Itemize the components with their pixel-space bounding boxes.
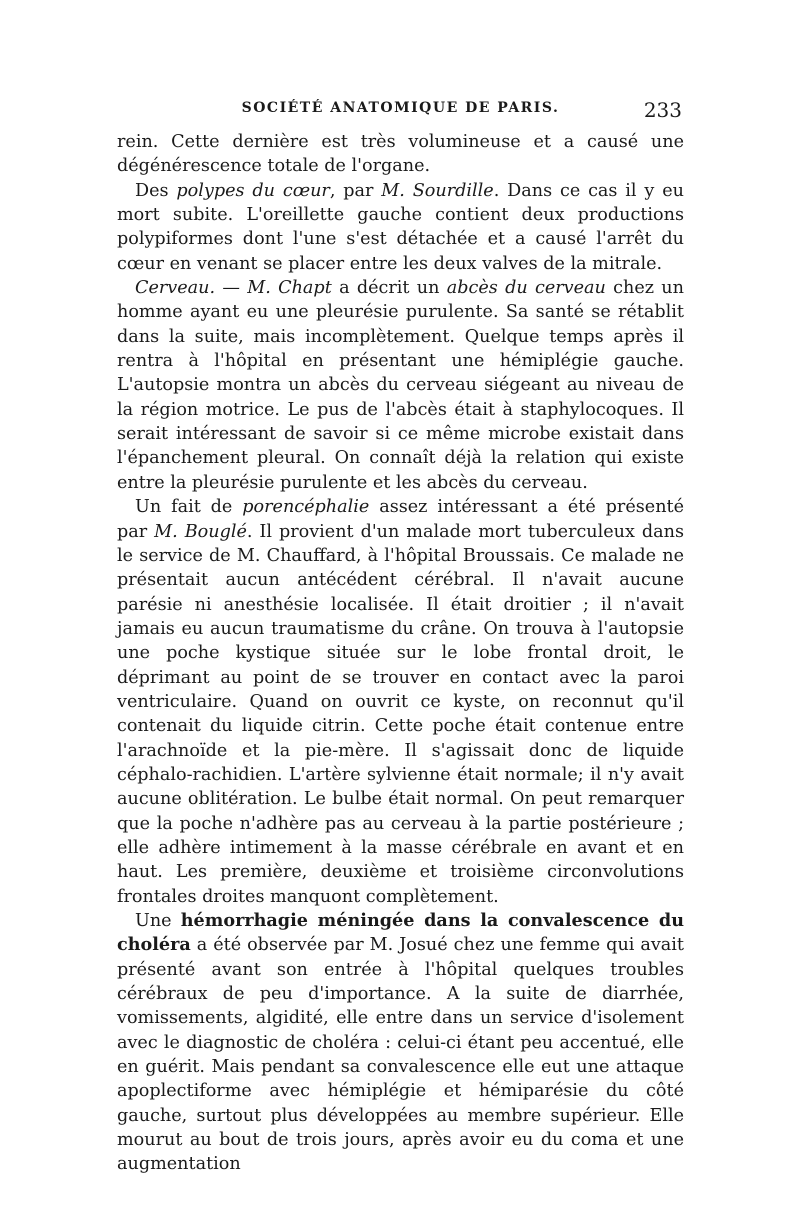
emphasis-polyps: polypes du cœur xyxy=(176,180,330,201)
emphasis-section-cerveau: Cerveau. — M. Chapt xyxy=(135,278,332,299)
paragraph-porencephaly: Un fait de porencéphalie assez intéressant a été présenté par M. Bouglé. Il provient d'un malade mort tuberculeux dans le service de M. Chauffard, à l'hôpital Broussais. Ce malade ne présentait aucun antécédent cérébral. Il n'avait aucune parésie ni anesthésie localisée. Il était droitier ; il n'avait jamais eu aucun traumatisme du crâne. On trouva à l'autopsie une poche kystique située sur le lobe frontal droit, le déprimant au point de se trouver en contact avec la paroi ventriculaire. Quand on ouvrit ce kyste, on reconnut qu'il contenait du liquide citrin. Cette poche était contenue entre l'arachnoïde et la pie-mère. Il s'agissait donc de liquide céphalo-rachidien. L'artère sylvienne était normale; il n'y avait aucune oblitération. Le bulbe était normal. On peut remarquer que la poche n'adhère pas au cerveau à la partie postérieure ; elle adhère intimement à la masse cérébrale en avant et en haut. Les première, deuxième et troisième circonvolutions frontales droites manquont complètement. xyxy=(117,497,685,907)
emphasis-hemorrhagie: hémorrhagie méningée dans la convalescence du choléra xyxy=(117,910,684,956)
emphasis-abces: abcès du cerveau xyxy=(446,278,606,299)
page-header xyxy=(117,98,684,126)
emphasis-author-sourdille: M. Sourdille xyxy=(381,180,494,201)
running-title: SOCIÉTÉ ANATOMIQUE DE PARIS. xyxy=(241,100,560,116)
paragraph-heart-polyps: Des polypes du cœur, par M. Sourdille. Dans ce cas il y eu mort subite. L'oreillette gauche contient deux productions polypiformes dont l'une s'est détachée et a causé l'arrêt du cœur en venant se placer entre les deux valves de la mitrale. xyxy=(117,180,684,274)
emphasis-author-bougle: M. Bouglé xyxy=(154,521,247,542)
emphasis-porencephalie: porencéphalie xyxy=(242,497,370,518)
paragraph-renal-continuation: rein. Cette dernière est très volumineuse et a causé une dégénérescence totale de l'organe. xyxy=(117,132,684,177)
page-number: 233 xyxy=(643,98,682,122)
paragraph-brain-abscess: Cerveau. — M. Chapt a décrit un abcès du cerveau chez un homme ayant eu une pleurésie purulente. Sa santé se rétablit dans la suite, mais incomplètement. Quelque temps après il rentra à l'hôpital en présentant une hémiplégie gauche. L'autopsie montra un abcès du cerveau siégeant au niveau de la région motrice. Le pus de l'abcès était à staphylocoques. Il serait intéressant de savoir si ce même microbe existait dans l'épanchement pleural. On connaît déjà la relation qui existe entre la pleurésie purulente et les abcès du cerveau. xyxy=(117,278,684,493)
paragraph-meningeal-hemorrhage: Une hémorrhagie méningée dans la convalescence du choléra a été observée par M. Josué chez une femme qui avait présenté avant son entrée à l'hôpital quelques troubles cérébraux de peu d'importance. A la suite de diarrhée, vomissements, algidité, elle entre dans un service d'isolement avec le diagnostic de choléra : celui-ci étant peu accentué, elle en guérit. Mais pendant sa convalescence elle eut une attaque apoplectiforme avec hémiplégie et hémiparésie du côté gauche, surtout plus développées au membre supérieur. Elle mourut au bout de trois jours, après avoir eu du coma et une augmentation xyxy=(117,910,684,1175)
body-text xyxy=(117,130,684,1177)
